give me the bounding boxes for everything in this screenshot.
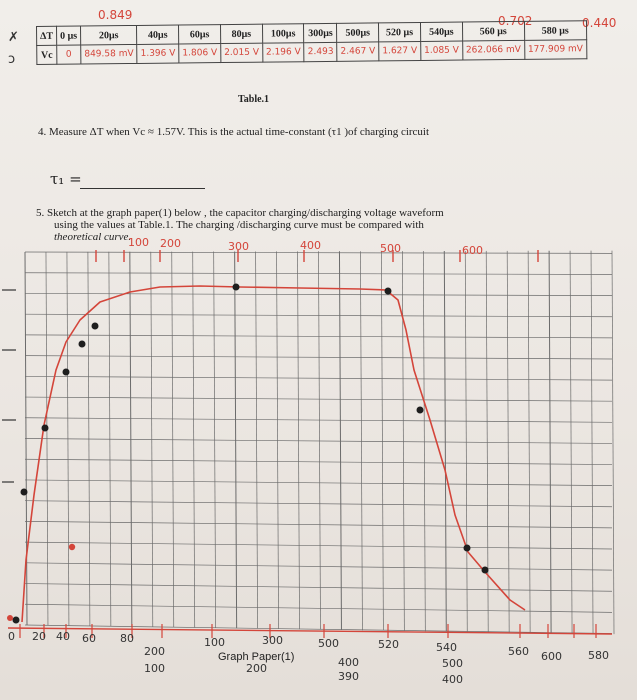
grid-line-vertical: [549, 251, 551, 633]
bottom-time-label: 40: [56, 630, 70, 643]
table-header-cell: 20μs: [81, 25, 137, 45]
grid-line-horizontal: [25, 439, 612, 444]
table-header-cell: 100μs: [262, 24, 304, 43]
table-header-cell: 300μs: [304, 23, 337, 42]
table-value-cell: 2.493: [304, 42, 337, 61]
table-header-cell: 560 μs: [462, 21, 524, 41]
table-header-cell: 40μs: [137, 25, 179, 44]
grid-line-vertical: [381, 251, 383, 630]
margin-mark-row1: ✗: [8, 30, 19, 45]
annotation-above-table-left: 0.849: [98, 8, 133, 22]
bottom-time-label: 100: [204, 636, 225, 649]
table-value-cell: 0: [57, 45, 81, 64]
top-time-label: 300: [228, 240, 249, 253]
grid-line-horizontal: [25, 521, 612, 527]
row-label-vc: Vc: [37, 45, 57, 64]
grid-line-vertical: [507, 251, 509, 633]
table-header-cell: 500μs: [337, 23, 379, 42]
grid-line-horizontal: [25, 356, 612, 359]
grid-line-vertical: [298, 251, 300, 629]
grid-line-vertical: [256, 251, 258, 628]
top-time-label: 100: [128, 236, 149, 249]
question-4-text: Measure ΔT when Vc ≈ 1.57V. This is the actual time-constant (τ1 )of charging circuit: [49, 126, 430, 138]
grid-line-vertical: [612, 251, 614, 635]
grid-line-vertical: [591, 251, 593, 634]
under-time-label: 390: [338, 670, 359, 683]
bottom-time-label: 300: [262, 634, 283, 647]
bottom-time-label: 560: [508, 645, 529, 658]
grid-line-vertical: [339, 251, 341, 630]
under-time-label: 400: [338, 656, 359, 669]
grid-line-vertical: [360, 251, 362, 630]
grid-line-horizontal: [25, 542, 612, 549]
table-header-cell: 540μs: [420, 22, 462, 41]
grid-line-horizontal: [25, 459, 612, 464]
bottom-time-label: 580: [588, 649, 609, 662]
data-point: [92, 323, 99, 330]
grid-line-horizontal: [25, 501, 612, 507]
tau-label: τ₁ =: [50, 170, 82, 188]
table-header-cell: 80μs: [220, 24, 262, 43]
grid-line-horizontal: [25, 480, 612, 486]
question-5-line2: using the values at Table.1. The charging /discharging curve must be compared with: [54, 219, 424, 231]
grid-line-vertical: [402, 251, 404, 631]
grid-line-horizontal: [25, 584, 612, 592]
bottom-time-label: 540: [436, 641, 457, 654]
top-time-label: 200: [160, 237, 181, 250]
top-time-label: 500: [380, 242, 401, 255]
data-point: [464, 545, 471, 552]
table-value-cell: 1.806 V: [179, 44, 221, 63]
bottom-time-label: 520: [378, 638, 399, 651]
bottom-time-label: 20: [32, 630, 46, 643]
graph-caption: Graph Paper(1): [218, 651, 295, 663]
grid-line-vertical: [528, 251, 530, 633]
grid-line-horizontal: [25, 563, 612, 570]
table-value-cell: 2.015 V: [221, 43, 263, 62]
stray-point: [7, 615, 13, 621]
data-point: [385, 288, 392, 295]
under-time-label: 100: [144, 662, 165, 675]
row-label-dt: ΔT: [37, 26, 57, 45]
grid-line-vertical: [277, 251, 279, 629]
grid-line-horizontal: [25, 397, 612, 401]
table-value-cell: 177.909 mV: [524, 40, 586, 60]
data-point: [417, 407, 424, 414]
bottom-time-label: 500: [318, 637, 339, 650]
bottom-time-label: 0: [8, 630, 15, 643]
under-time-label: 200: [246, 662, 267, 675]
question-5-line3: theoretical curve.: [54, 231, 132, 243]
under-time-label: 400: [442, 673, 463, 686]
table-value-cell: 849.58 mV: [81, 44, 137, 64]
table-value-cell: 2.467 V: [337, 42, 379, 61]
top-time-label: 400: [300, 239, 321, 252]
data-point: [21, 489, 28, 496]
question-4-number: 4.: [38, 126, 47, 138]
bottom-time-label: 60: [82, 632, 96, 645]
grid-line-horizontal: [25, 418, 612, 423]
annotation-above-table-mid: 0.702: [498, 14, 533, 28]
data-point: [79, 341, 86, 348]
grid-line-vertical: [319, 251, 321, 629]
data-point: [63, 369, 70, 376]
grid-line-horizontal: [25, 335, 612, 338]
table-caption: Table.1: [238, 94, 270, 105]
table-value-cell: 2.196 V: [262, 43, 304, 62]
grid-line-vertical: [444, 251, 446, 632]
under-time-label: 200: [144, 645, 165, 658]
data-point: [42, 425, 49, 432]
grid-line-vertical: [465, 251, 467, 632]
under-time-label: 500: [442, 657, 463, 670]
grid-line-vertical: [570, 251, 572, 634]
grid-line-horizontal: [25, 604, 612, 612]
table-value-cell: 262.066 mV: [462, 40, 524, 60]
table-header-cell: 520 μs: [379, 22, 421, 41]
stray-point: [69, 544, 75, 550]
bottom-time-label: 80: [120, 632, 134, 645]
table-header-cell: 580 μs: [524, 21, 586, 41]
data-point: [482, 567, 489, 574]
top-time-label: 600: [462, 244, 483, 257]
grid-line-horizontal: [25, 376, 612, 380]
data-point: [13, 617, 20, 624]
table-header-cell: 0 μs: [56, 26, 80, 45]
question-5-line1: 5. Sketch at the graph paper(1) below , the capacitor charging/discharging voltage waveform: [36, 207, 444, 219]
bottom-time-label: 600: [541, 650, 562, 663]
margin-mark-row2: ↄ: [8, 52, 16, 67]
table-value-cell: 1.627 V: [379, 41, 421, 60]
annotation-above-table-right: 0.440: [582, 16, 617, 30]
grid-line-vertical: [235, 251, 237, 628]
table-header-cell: 60μs: [179, 25, 221, 44]
table-value-cell: 1.085 V: [421, 41, 463, 60]
table-value-cell: 1.396 V: [137, 44, 179, 63]
grid-line-vertical: [423, 251, 425, 631]
data-point: [233, 284, 240, 291]
